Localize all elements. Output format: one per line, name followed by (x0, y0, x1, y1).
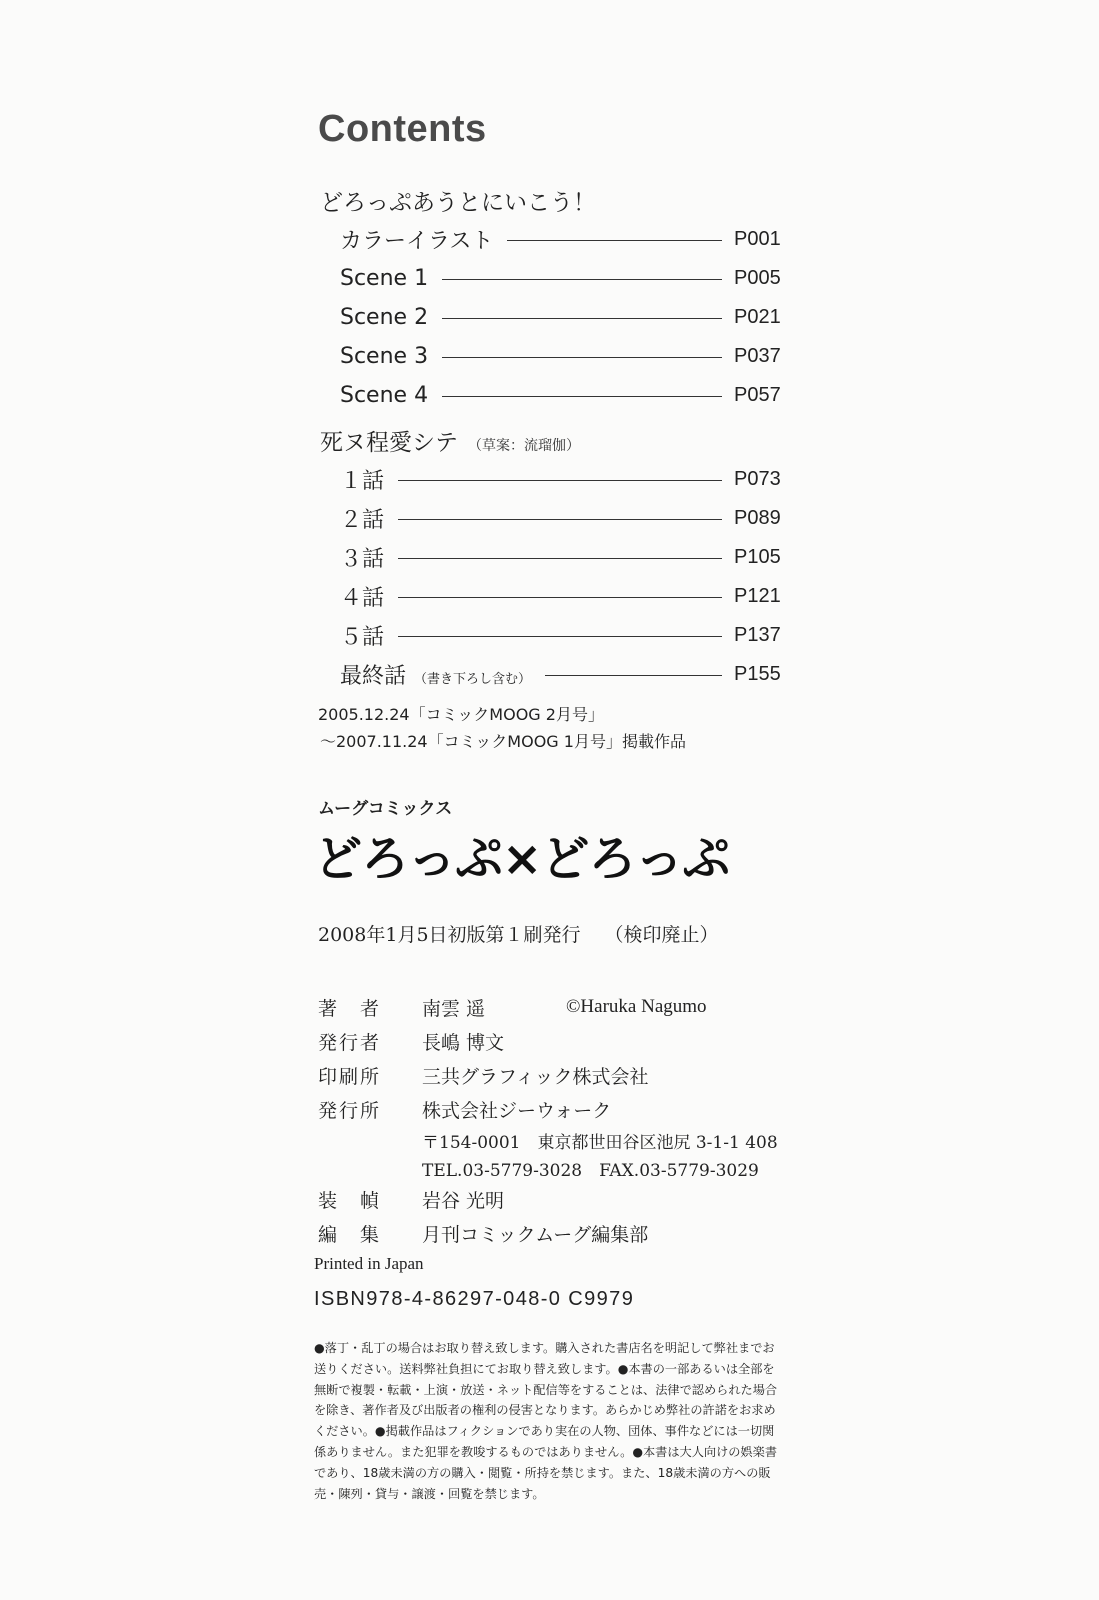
toc-entry-page: P137 (734, 623, 781, 646)
credit-key: 発行者 (318, 1031, 382, 1054)
leader-line (398, 558, 722, 559)
section-title-text: 死ヌ程愛シテ (320, 430, 458, 456)
toc-entry-page: P155 (734, 662, 781, 685)
toc-entry (340, 224, 788, 254)
credit-value: 株式会社ジーウォーク (422, 1099, 612, 1122)
credit-row-author (318, 990, 778, 1024)
credit-value: 南雲 遥 (422, 997, 486, 1020)
issuer-contact: TEL.03-5779-3028 FAX.03-5779-3029 (422, 1160, 759, 1181)
publication-line-2: ～2007.11.24「コミックMOOG 1月号」掲載作品 (320, 732, 686, 751)
leader-line (442, 279, 722, 280)
colophon-credits (318, 990, 778, 1250)
legal-notice: ●落丁・乱丁の場合はお取り替え致します。購入された書店名を明記して弊社までお送りください。送料弊社負担にてお取り替え致します。●本書の一部あるいは全部を無断で複製・転載・上演・放送・ネット配信等をすることは、法律で認められた場合を除き、著作者及び出版者の権利の侵害となります。あらかじめ弊社の許諾をお求めください。●掲載作品はフィクションであり実在の人物、団体、事件などには一切関係ありません。また犯罪を教唆するものではありません。●本書は大人向けの娯楽書であり、18歳未満の方の購入・閲覧・所持を禁じます。また、18歳未満の方への販売・陳列・貸与・譲渡・回覧を禁じます。 (314, 1341, 778, 1501)
toc-entry-page: P021 (734, 305, 781, 328)
toc-entry-label: Scene 3 (340, 343, 429, 369)
leader-line (545, 675, 722, 676)
toc-entry-page: P089 (734, 506, 781, 529)
toc-entry-label: １話 (340, 468, 385, 494)
credit-value: 三共グラフィック株式会社 (422, 1065, 649, 1088)
toc-entry (340, 659, 788, 689)
first-edition-line (318, 920, 719, 947)
toc-entry-label: Scene 2 (340, 304, 429, 330)
publication-line-1: 2005.12.24「コミックMOOG 2月号」 (318, 705, 604, 724)
section-subtitle: （草案：流瑠伽） (468, 438, 580, 454)
toc-entry-label: ４話 (340, 585, 385, 611)
toc-entry-page: P057 (734, 383, 781, 406)
toc-entry (340, 581, 788, 611)
credit-key: 編 集 (318, 1223, 382, 1246)
toc-entry-page: P001 (734, 227, 781, 250)
stamp-note: （検印廃止） (604, 924, 719, 946)
credit-row-editor (318, 1216, 778, 1250)
credit-row-publisher (318, 1024, 778, 1058)
toc-entry (340, 464, 788, 494)
credit-row-address (318, 1126, 778, 1154)
credit-row-design (318, 1182, 778, 1216)
leader-line (442, 396, 722, 397)
credit-value: 岩谷 光明 (422, 1189, 505, 1212)
credit-row-printer (318, 1058, 778, 1092)
leader-line (398, 519, 722, 520)
credit-key: 印刷所 (318, 1065, 382, 1088)
toc-entry-note: （書き下ろし含む） (414, 671, 532, 687)
copyright-notice: ©Haruka Nagumo (566, 996, 707, 1017)
credit-key: 発行所 (318, 1099, 382, 1122)
section-title-1 (320, 184, 596, 217)
toc-entry (340, 503, 788, 533)
toc-entry (340, 542, 788, 572)
credit-key: 著 者 (318, 997, 382, 1020)
leader-line (442, 357, 722, 358)
leader-line (398, 636, 722, 637)
series-label: ムーグコミックス (318, 799, 453, 819)
toc-entry (340, 380, 788, 410)
credit-value: 長嶋 博文 (422, 1031, 505, 1054)
toc-entry (340, 341, 788, 371)
toc-entry-page: P105 (734, 545, 781, 568)
toc-entry-label: ５話 (340, 624, 385, 650)
isbn: ISBN978-4-86297-048-0 C9979 (314, 1288, 635, 1310)
toc-entry-label: Scene 4 (340, 382, 429, 408)
section-title-2 (320, 424, 580, 457)
toc-entry-label: Scene 1 (340, 265, 429, 291)
leader-line (442, 318, 722, 319)
contents-heading: Contents (318, 108, 487, 150)
credit-key: 装 幀 (318, 1189, 382, 1212)
toc-entry-label: ３話 (340, 546, 385, 572)
toc-entry-page: P073 (734, 467, 781, 490)
toc-entry-label: ２話 (340, 507, 385, 533)
leader-line (398, 597, 722, 598)
credit-row-issuer (318, 1092, 778, 1126)
issuer-address: 〒154-0001 東京都世田谷区池尻 3-1-1 408 (422, 1132, 778, 1153)
leader-line (398, 480, 722, 481)
credit-value: 月刊コミックムーグ編集部 (422, 1223, 649, 1246)
toc-entry-label: カラーイラスト (340, 228, 494, 254)
toc-entry (340, 302, 788, 332)
toc-entry (340, 620, 788, 650)
printed-in: Printed in Japan (314, 1254, 424, 1273)
toc-entry-page: P121 (734, 584, 781, 607)
toc-entry-label (340, 659, 545, 690)
toc-entry-label-text: 最終話 (340, 663, 407, 689)
toc-entry (340, 263, 788, 293)
first-edition-date: 2008年1月5日初版第１刷発行 (318, 924, 581, 946)
credit-row-contact (318, 1154, 778, 1182)
toc-entry-page: P037 (734, 344, 781, 367)
leader-line (507, 240, 722, 241)
toc-entry-page: P005 (734, 266, 781, 289)
book-title: どろっぷ×どろっぷ (314, 831, 730, 887)
section-title-text: どろっぷあうとにいこう！ (320, 190, 596, 216)
